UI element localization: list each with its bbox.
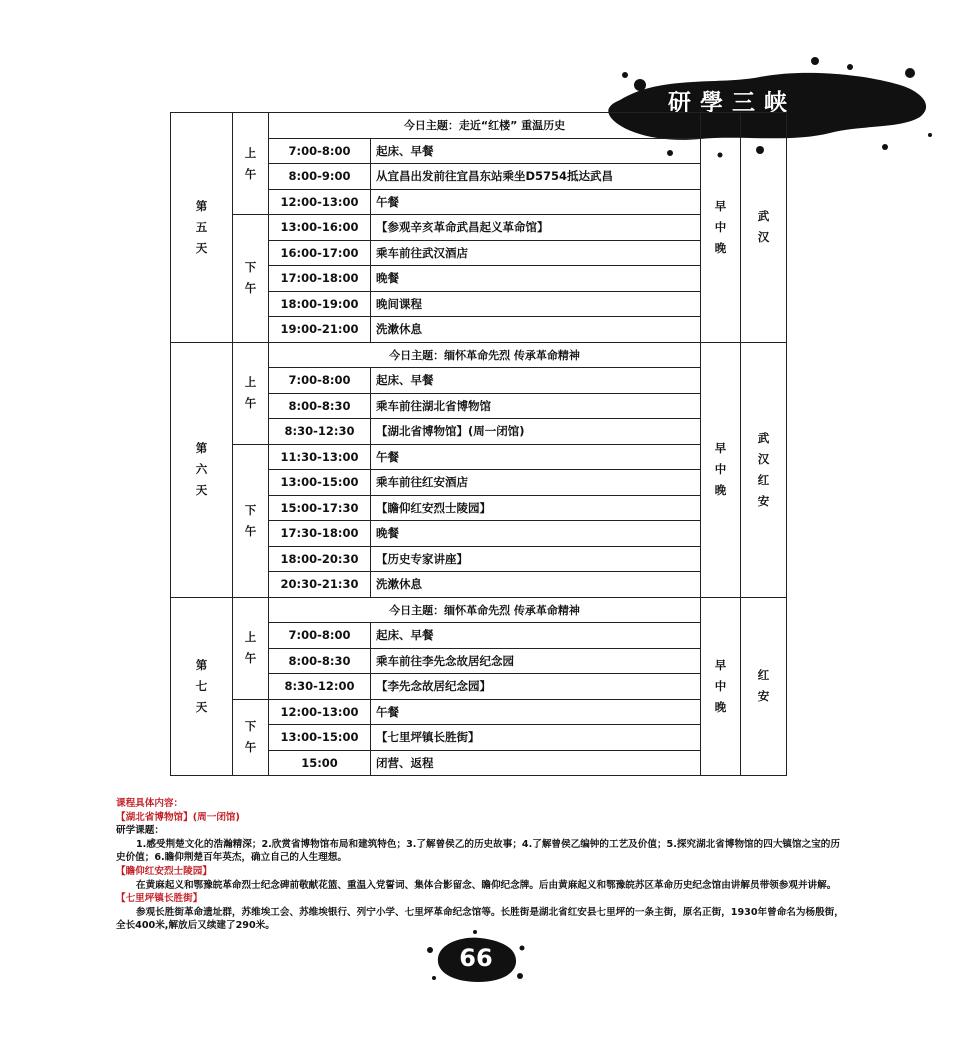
morning-label: 上 午 xyxy=(233,597,269,699)
time-cell: 18:00-20:30 xyxy=(269,546,371,572)
city-cell: 武 汉 红 安 xyxy=(741,342,787,597)
time-cell: 13:00-15:00 xyxy=(269,470,371,496)
meals-cell: 早 中 晚 xyxy=(701,342,741,597)
time-cell: 20:30-21:30 xyxy=(269,572,371,598)
time-cell: 7:00-8:00 xyxy=(269,138,371,164)
time-cell: 13:00-15:00 xyxy=(269,725,371,751)
course-notes xyxy=(116,797,846,933)
activity-cell: 晚间课程 xyxy=(371,291,701,317)
table-row xyxy=(171,113,787,139)
meals-cell: 早 中 晚 xyxy=(701,597,741,776)
time-cell: 12:00-13:00 xyxy=(269,699,371,725)
notes-item-body: 参观长胜街革命遗址群，苏维埃工会、苏维埃银行、列宁小学、七里坪革命纪念馆等。长胜街是湖北省红安县七里坪的一条主街，原名正街，1930年曾命名为杨殷街，全长400米,解放后又续建了290米。 xyxy=(116,906,844,932)
day-theme: 今日主题：走近“红楼” 重温历史 xyxy=(269,113,701,139)
day-theme: 今日主题：缅怀革命先烈 传承革命精神 xyxy=(269,342,701,368)
activity-cell: 洗漱休息 xyxy=(371,317,701,343)
time-cell: 13:00-16:00 xyxy=(269,215,371,241)
time-cell: 18:00-19:00 xyxy=(269,291,371,317)
day-label: 第 七 天 xyxy=(171,597,233,776)
time-cell: 8:30-12:00 xyxy=(269,674,371,700)
time-cell: 8:30-12:30 xyxy=(269,419,371,445)
time-cell: 16:00-17:00 xyxy=(269,240,371,266)
city-cell: 武 汉 xyxy=(741,113,787,343)
table-row xyxy=(171,342,787,368)
city-cell: 红 安 xyxy=(741,597,787,776)
activity-cell: 【参观辛亥革命武昌起义革命馆】 xyxy=(371,215,701,241)
page-number: 66 xyxy=(459,944,493,972)
activity-cell: 乘车前往武汉酒店 xyxy=(371,240,701,266)
activity-cell: 起床、早餐 xyxy=(371,623,701,649)
activity-cell: 起床、早餐 xyxy=(371,138,701,164)
activity-cell: 【湖北省博物馆】(周一闭馆) xyxy=(371,419,701,445)
table-row xyxy=(171,215,787,241)
activity-cell: 【瞻仰红安烈士陵园】 xyxy=(371,495,701,521)
activity-cell: 午餐 xyxy=(371,444,701,470)
activity-cell: 晚餐 xyxy=(371,521,701,547)
time-cell: 12:00-13:00 xyxy=(269,189,371,215)
time-cell: 7:00-8:00 xyxy=(269,368,371,394)
time-cell: 15:00-17:30 xyxy=(269,495,371,521)
notes-item-title: 【七里坪镇长胜街】 xyxy=(116,893,203,905)
day-label: 第 六 天 xyxy=(171,342,233,597)
activity-cell: 乘车前往李先念故居纪念园 xyxy=(371,648,701,674)
afternoon-label: 下 午 xyxy=(233,444,269,597)
time-cell: 7:00-8:00 xyxy=(269,623,371,649)
activity-cell: 乘车前往红安酒店 xyxy=(371,470,701,496)
notes-heading: 课程具体内容： xyxy=(116,798,184,809)
afternoon-label: 下 午 xyxy=(233,215,269,343)
notes-item-body: 在黄麻起义和鄂豫皖革命烈士纪念碑前敬献花篮、重温入党誓词、集体合影留念、瞻仰纪念牌。后由黄麻起义和鄂豫皖苏区革命历史纪念馆由讲解员带领参观并讲解。 xyxy=(136,879,837,891)
activity-cell: 【七里坪镇长胜街】 xyxy=(371,725,701,751)
time-cell: 8:00-8:30 xyxy=(269,393,371,419)
morning-label: 上 午 xyxy=(233,113,269,215)
afternoon-label: 下 午 xyxy=(233,699,269,776)
table-row xyxy=(171,699,787,725)
time-cell: 15:00 xyxy=(269,750,371,776)
activity-cell: 从宜昌出发前往宜昌东站乘坐D5754抵达武昌 xyxy=(371,164,701,190)
time-cell: 19:00-21:00 xyxy=(269,317,371,343)
day-theme: 今日主题：缅怀革命先烈 传承革命精神 xyxy=(269,597,701,623)
time-cell: 17:00-18:00 xyxy=(269,266,371,292)
notes-item-title: 【湖北省博物馆】(周一闭馆) xyxy=(116,811,240,823)
notes-item-title: 【瞻仰红安烈士陵园】 xyxy=(116,865,212,877)
schedule-table xyxy=(170,112,787,776)
brand-title: 研學三峡 xyxy=(668,89,796,116)
time-cell: 11:30-13:00 xyxy=(269,444,371,470)
table-row xyxy=(171,444,787,470)
time-cell: 8:00-9:00 xyxy=(269,164,371,190)
activity-cell: 午餐 xyxy=(371,699,701,725)
activity-cell: 午餐 xyxy=(371,189,701,215)
morning-label: 上 午 xyxy=(233,342,269,444)
activity-cell: 洗漱休息 xyxy=(371,572,701,598)
activity-cell: 晚餐 xyxy=(371,266,701,292)
activity-cell: 【李先念故居纪念园】 xyxy=(371,674,701,700)
table-row xyxy=(171,597,787,623)
meals-cell: 早 中 晚 xyxy=(701,113,741,343)
notes-item-body: 1.感受荆楚文化的浩瀚精深；2.欣赏省博物馆布局和建筑特色；3.了解曾侯乙的历史故事；4.了解曾侯乙编钟的工艺及价值；5.探究湖北省博物馆的四大镇馆之宝的历史价值；6.瞻仰荆楚百年英杰，确立自己的人生理想。 xyxy=(116,838,840,864)
time-cell: 8:00-8:30 xyxy=(269,648,371,674)
activity-cell: 乘车前往湖北省博物馆 xyxy=(371,393,701,419)
activity-cell: 【历史专家讲座】 xyxy=(371,546,701,572)
activity-cell: 起床、早餐 xyxy=(371,368,701,394)
notes-subhead: 研学课题： xyxy=(116,825,164,837)
day-label: 第 五 天 xyxy=(171,113,233,343)
activity-cell: 闭营、返程 xyxy=(371,750,701,776)
time-cell: 17:30-18:00 xyxy=(269,521,371,547)
